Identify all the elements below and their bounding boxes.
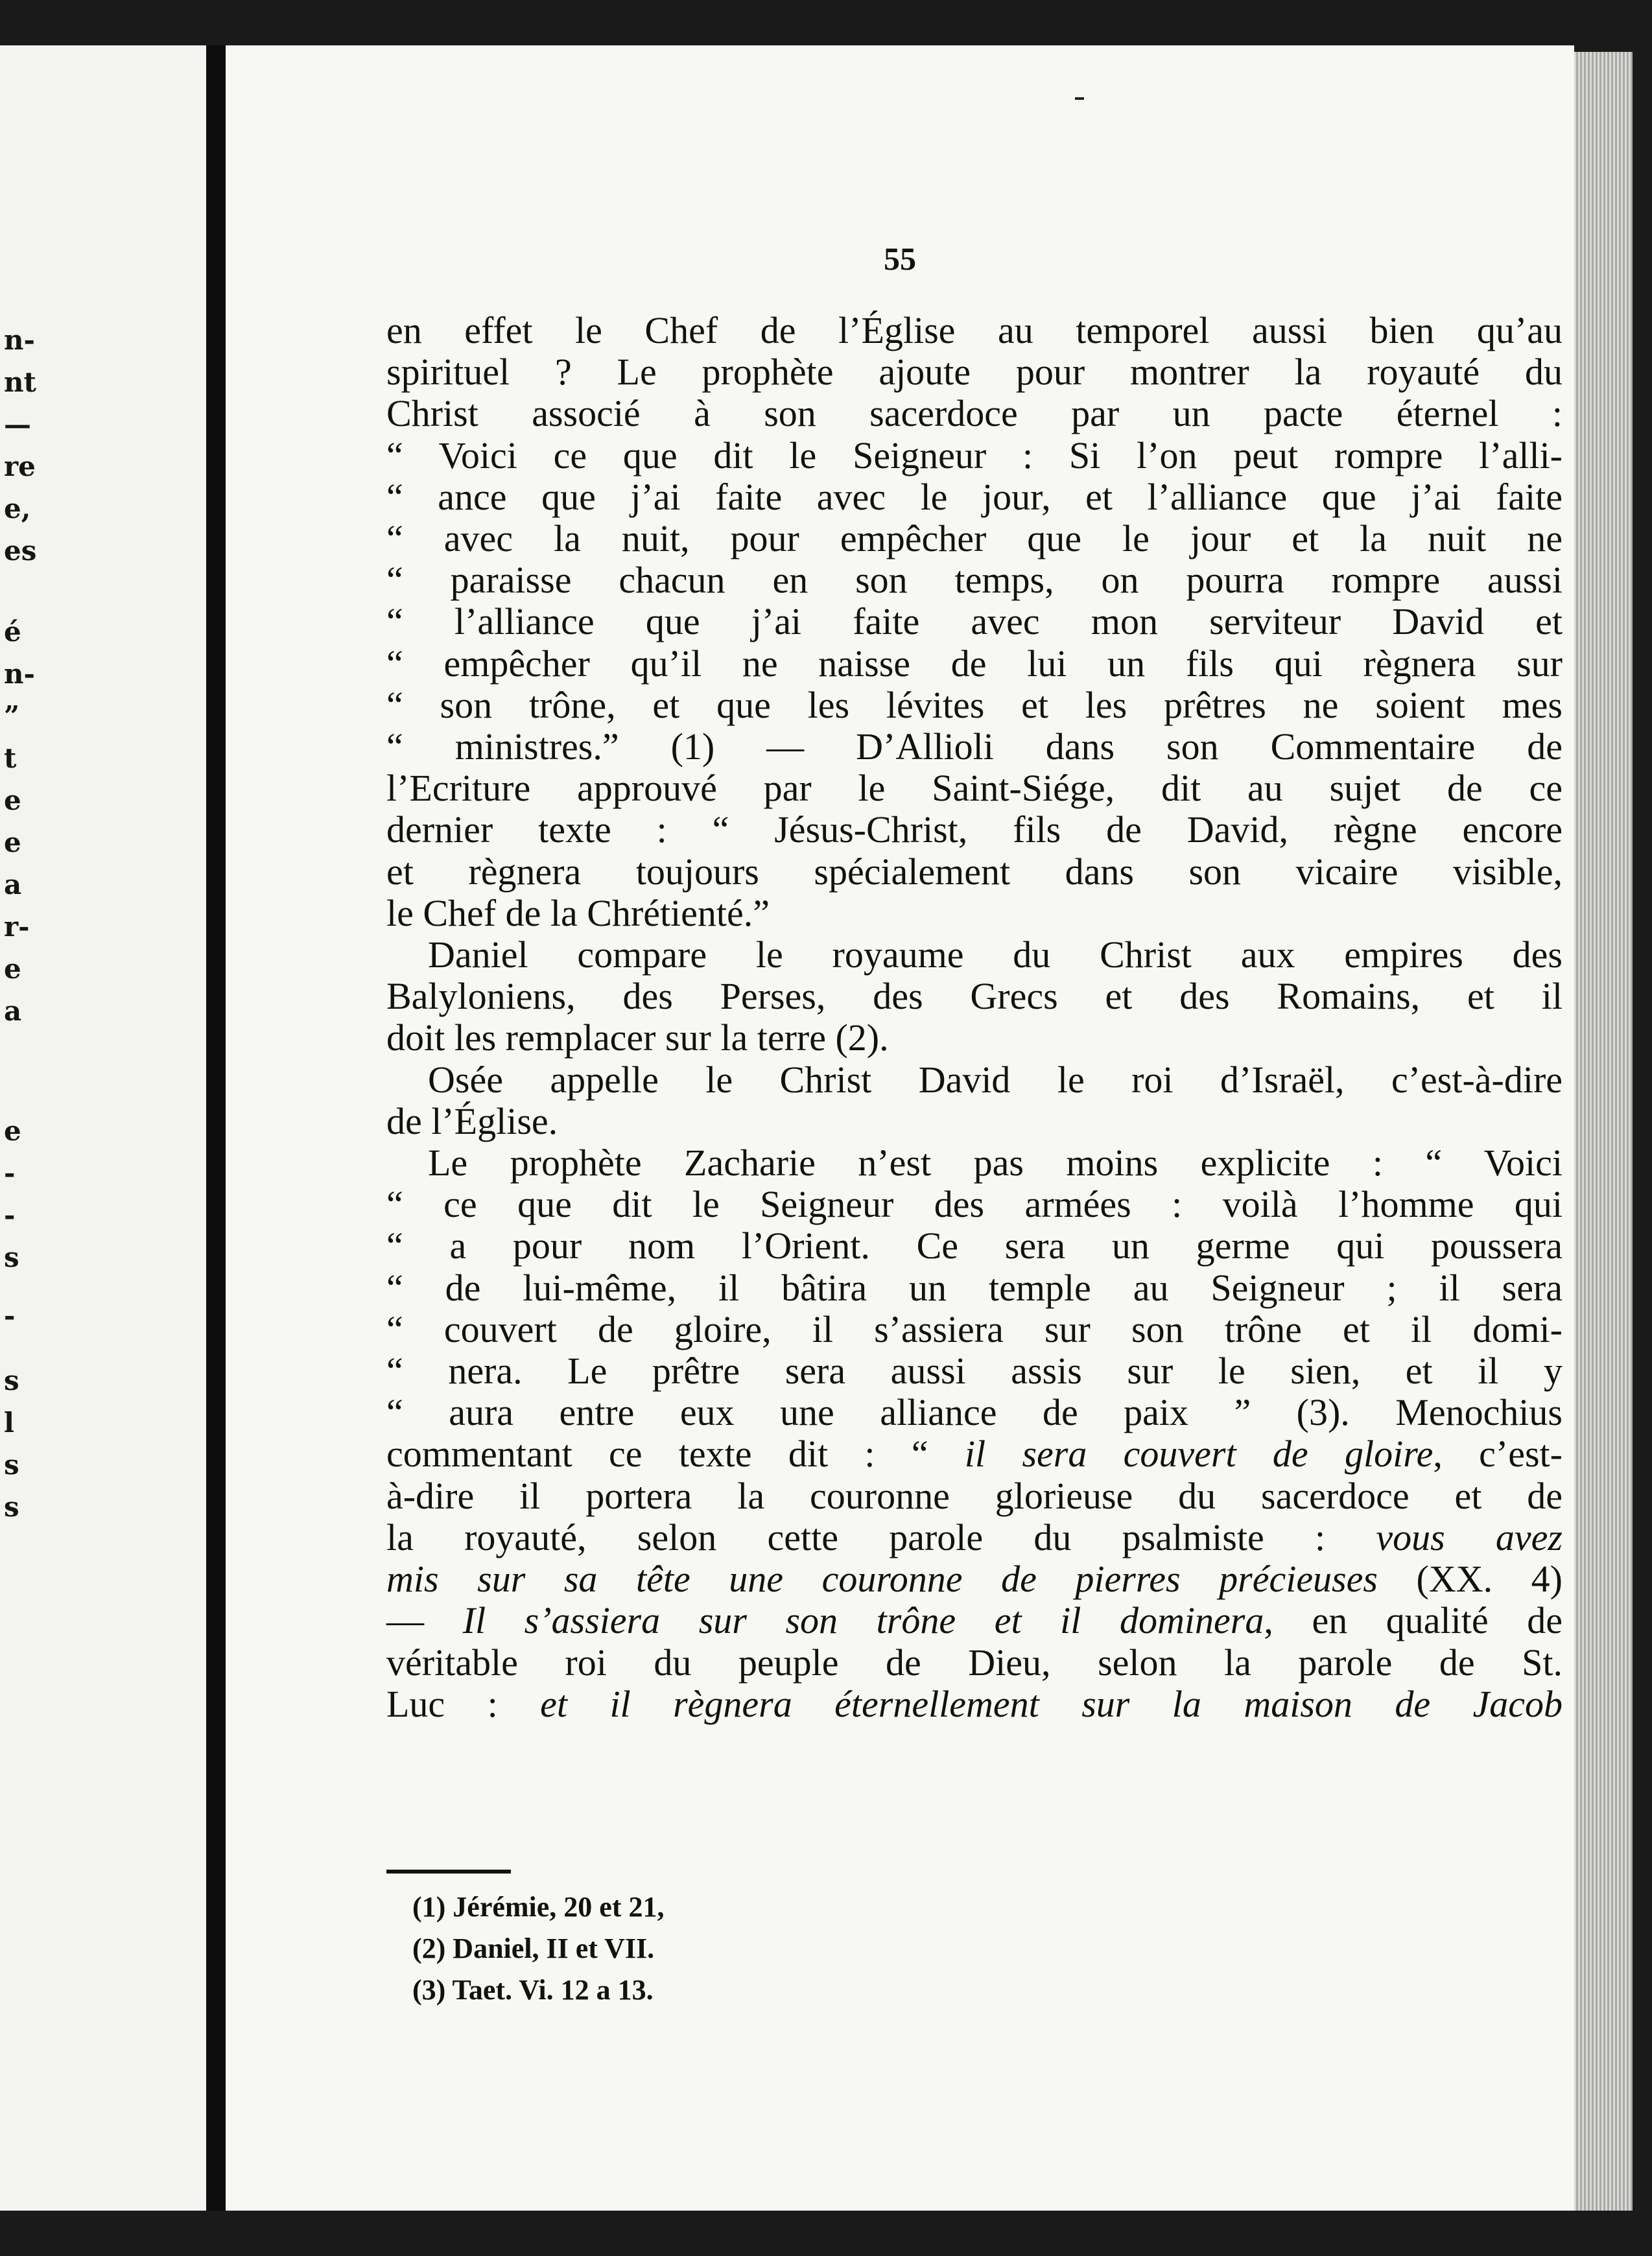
text-line: “ ance que j’ai faite avec le jour, et l’alliance que j’ai faite <box>386 475 1563 518</box>
text-line: Le prophète Zacharie n’est pas moins explicite : “ Voici <box>428 1142 1563 1184</box>
left-fragment: n- <box>4 658 35 690</box>
text-line: “ a pour nom l’Orient. Ce sera un germe qui poussera <box>386 1225 1563 1267</box>
text-line: Balyloniens, des Perses, des Grecs et des Romains, et il <box>386 975 1563 1018</box>
text-line: doit les remplacer sur la terre (2). <box>386 1016 889 1059</box>
text-line: “ couvert de gloire, il s’assiera sur son trône et il domi- <box>386 1308 1563 1350</box>
text-line: en effet le Chef de l’Église au temporel aussi bien qu’au <box>386 309 1563 351</box>
text-line: l’Ecriture approuvé par le Saint-Siége, dit au sujet de ce <box>386 767 1563 810</box>
footnote-rule <box>386 1870 511 1874</box>
text-line: “ paraisse chacun en son temps, on pourra rompre aussi <box>386 559 1563 602</box>
footnotes <box>412 1886 664 2011</box>
italic-quote: mis sur sa tête une couronne de pierres précieuses <box>386 1558 1378 1601</box>
text-span: , c’est- <box>1433 1433 1563 1475</box>
body-text <box>386 310 1563 1725</box>
italic-quote: il sera couvert de gloire <box>964 1433 1434 1475</box>
text-line: “ l’alliance que j’ai faite avec mon serviteur David et <box>386 600 1563 643</box>
page-number: 55 <box>884 241 916 277</box>
left-fragment: e <box>4 827 21 858</box>
text-span: la royauté, selon cette parole du psalmiste : <box>386 1516 1376 1558</box>
left-fragment: e <box>4 1115 21 1147</box>
left-fragment: - <box>4 1300 16 1332</box>
text-line: Christ associé à son sacerdoce par un pacte éternel : <box>386 392 1563 435</box>
page-stack-edge <box>1574 52 1633 2211</box>
left-fragment: a <box>4 995 22 1027</box>
text-span: Luc : <box>386 1682 541 1725</box>
text-span: commentant ce texte dit : “ <box>386 1433 965 1475</box>
footnote: (2) Daniel, II et VII. <box>412 1933 655 1964</box>
left-fragment: r- <box>4 911 30 943</box>
text-line: dernier texte : “ Jésus-Christ, fils de David, règne encore <box>386 808 1563 851</box>
text-line <box>386 1684 1563 1725</box>
text-line: “ Voici ce que dit le Seigneur : Si l’on peut rompre l’alli- <box>386 434 1563 476</box>
left-fragment: nt <box>4 366 36 398</box>
left-fragment: e, <box>4 493 31 524</box>
text-line <box>386 1600 1563 1641</box>
text-line: véritable roi du peuple de Dieu, selon la parole de St. <box>386 1641 1563 1684</box>
book-page <box>226 45 1574 2211</box>
text-line: “ ministres.” (1) — D’Allioli dans son Commentaire de <box>386 725 1563 768</box>
left-fragment: s <box>4 1449 19 1481</box>
left-fragment: e <box>4 784 21 816</box>
footnote: (1) Jérémie, 20 et 21, <box>412 1891 665 1923</box>
left-fragment: - <box>4 1199 16 1231</box>
text-line: “ son trône, et que les lévites et les prêtres ne soient mes <box>386 683 1563 726</box>
book-gutter <box>206 45 226 2211</box>
text-line: spirituel ? Le prophète ajoute pour montrer la royauté du <box>386 351 1563 394</box>
left-fragment: a <box>4 869 22 900</box>
text-line: “ de lui-même, il bâtira un temple au Seigneur ; il sera <box>386 1266 1563 1309</box>
text-line: de l’Église. <box>386 1099 558 1142</box>
left-fragment: l <box>4 1407 14 1439</box>
left-fragment: es <box>4 535 37 567</box>
text-line: le Chef de la Chrétienté.” <box>386 891 770 934</box>
text-line: “ ce que dit le Seigneur des armées : voilà l’homme qui <box>386 1183 1563 1226</box>
text-line: “ empêcher qu’il ne naisse de lui un fils qui règnera sur <box>386 642 1563 685</box>
left-fragment: s <box>4 1365 19 1396</box>
left-page-edge <box>0 45 206 2211</box>
left-fragment: é <box>4 616 21 648</box>
text-line: Daniel compare le royaume du Christ aux empires des <box>428 934 1563 976</box>
text-span: (XX. 4) <box>1377 1558 1563 1601</box>
text-line: “ nera. Le prêtre sera aussi assis sur le sien, et il y <box>386 1350 1563 1392</box>
text-span: , en qualité de <box>1264 1599 1563 1642</box>
left-fragment: e <box>4 953 21 985</box>
italic-quote: vous avez <box>1376 1516 1563 1558</box>
left-fragment: s <box>4 1241 19 1273</box>
left-fragment: ” <box>4 700 20 732</box>
text-line: et règnera toujours spécialement dans son vicaire visible, <box>386 850 1563 893</box>
text-line: “ aura entre eux une alliance de paix ” (3). Menochius <box>386 1391 1563 1434</box>
left-fragment: t <box>4 742 17 774</box>
text-span: — <box>386 1599 463 1642</box>
text-line: à-dire il portera la couronne glorieuse du sacerdoce et de <box>386 1474 1563 1517</box>
text-line: “ avec la nuit, pour empêcher que le jour et la nuit ne <box>386 517 1563 560</box>
text-line <box>386 1517 1563 1558</box>
text-line <box>386 1558 1563 1600</box>
left-fragment: n- <box>4 324 35 356</box>
text-line <box>386 1433 1563 1475</box>
scan-mark <box>1075 97 1084 100</box>
italic-quote: Il s’assiera sur son trône et il dominera <box>462 1599 1264 1642</box>
left-fragment: s <box>4 1491 19 1523</box>
footnote: (3) Taet. Vi. 12 a 13. <box>412 1974 654 2006</box>
left-fragment: — <box>4 408 31 440</box>
left-fragment: re <box>4 451 36 482</box>
text-line: Osée appelle le Christ David le roi d’Israël, c’est-à-dire <box>428 1058 1563 1101</box>
left-fragment: - <box>4 1157 16 1189</box>
italic-quote: et il règnera éternellement sur la maison de Jacob <box>540 1682 1563 1725</box>
